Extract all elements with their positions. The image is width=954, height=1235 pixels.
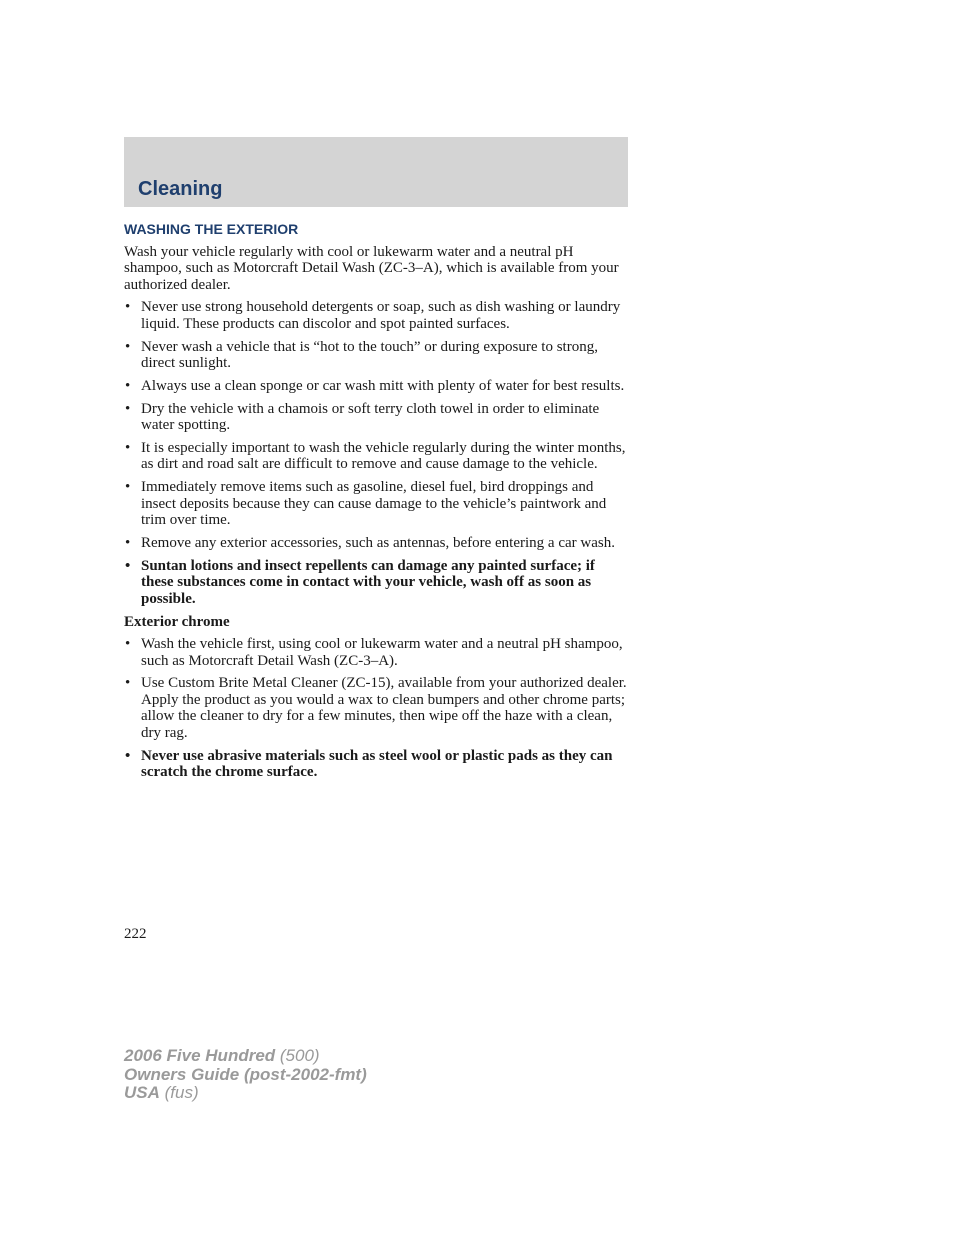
main-content	[124, 220, 628, 787]
bullet-icon: •	[125, 675, 131, 692]
section-heading: WASHING THE EXTERIOR	[124, 221, 299, 237]
list-item-text: Use Custom Brite Metal Cleaner (ZC-15), available from your authorized dealer. Apply the product as you would a wax to clean bumpers and other chrome parts; allow the cleaner to dry for a few minutes, then wipe off the haze with a clean, dry rag.	[141, 675, 627, 741]
list-item	[124, 299, 628, 332]
warning-list-item	[124, 748, 628, 781]
list-item-text: Dry the vehicle with a chamois or soft terry cloth towel in order to eliminate water spotting.	[141, 400, 600, 434]
bullet-icon: •	[125, 479, 131, 496]
exterior-chrome-heading: Exterior chrome	[124, 613, 230, 630]
warning-text: Suntan lotions and insect repellents can damage any painted surface; if these substances come in contact with your vehicle, wash off as soon as possible.	[141, 558, 595, 607]
bullet-icon: •	[125, 747, 131, 764]
list-item	[124, 636, 628, 669]
bullet-icon: •	[125, 299, 131, 316]
section-header-band	[124, 137, 628, 207]
footer-line-market	[124, 1084, 367, 1103]
footer-model-name: 2006 Five Hundred	[124, 1046, 276, 1065]
list-item-text: Wash the vehicle first, using cool or lukewarm water and a neutral pH shampoo, such as Motorcraft Detail Wash (ZC-3–A).	[141, 636, 623, 669]
list-item	[124, 535, 628, 551]
warning-text: Never use abrasive materials such as steel wool or plastic pads as they can scratch the chrome surface.	[141, 747, 613, 780]
bullet-icon: •	[125, 636, 131, 653]
list-item-text: Always use a clean sponge or car wash mitt with plenty of water for best results.	[141, 377, 625, 394]
list-item	[124, 675, 628, 741]
list-item	[124, 378, 628, 394]
footer-market-code: (fus)	[159, 1083, 199, 1102]
intro-paragraph: Wash your vehicle regularly with cool or lukewarm water and a neutral pH shampoo, such as Motorcraft Detail Wash (ZC-3–A), which is available from your authorized dealer.	[124, 244, 619, 293]
footer-line-model	[124, 1047, 367, 1066]
bullet-icon: •	[125, 535, 131, 552]
list-item-text: Never use strong household detergents or soap, such as dish washing or laundry liquid. These products can discolor and spot painted surfaces.	[141, 299, 621, 332]
footer-line-guide: Owners Guide (post-2002-fmt)	[124, 1064, 367, 1084]
chrome-bullet-list	[124, 636, 628, 780]
list-item-text: It is especially important to wash the vehicle regularly during the winter months, as dirt and road salt are difficult to remove and cause damage to the vehicle.	[141, 440, 626, 473]
page-title: Cleaning	[138, 178, 223, 200]
list-item-text: Remove any exterior accessories, such as antennas, before entering a car wash.	[141, 535, 615, 552]
list-item	[124, 401, 628, 434]
washing-bullet-list	[124, 299, 628, 607]
bullet-icon: •	[125, 338, 131, 355]
bullet-icon: •	[125, 400, 131, 417]
warning-list-item	[124, 558, 628, 607]
footer-model-code: (500)	[275, 1046, 320, 1065]
list-item-text: Immediately remove items such as gasoline, diesel fuel, bird droppings and insect deposits because they can cause damage to the vehicle’s paintwork and trim over time.	[141, 479, 607, 529]
footer-imprint	[124, 1047, 367, 1103]
list-item	[124, 440, 628, 473]
list-item-text: Never wash a vehicle that is “hot to the touch” or during exposure to strong, direct sunlight.	[141, 338, 598, 371]
bullet-icon: •	[125, 440, 131, 457]
list-item	[124, 479, 628, 528]
list-item	[124, 339, 628, 372]
bullet-icon: •	[125, 377, 131, 394]
footer-market-name: USA	[124, 1083, 160, 1102]
page-number: 222	[124, 926, 147, 942]
bullet-icon: •	[125, 558, 131, 574]
